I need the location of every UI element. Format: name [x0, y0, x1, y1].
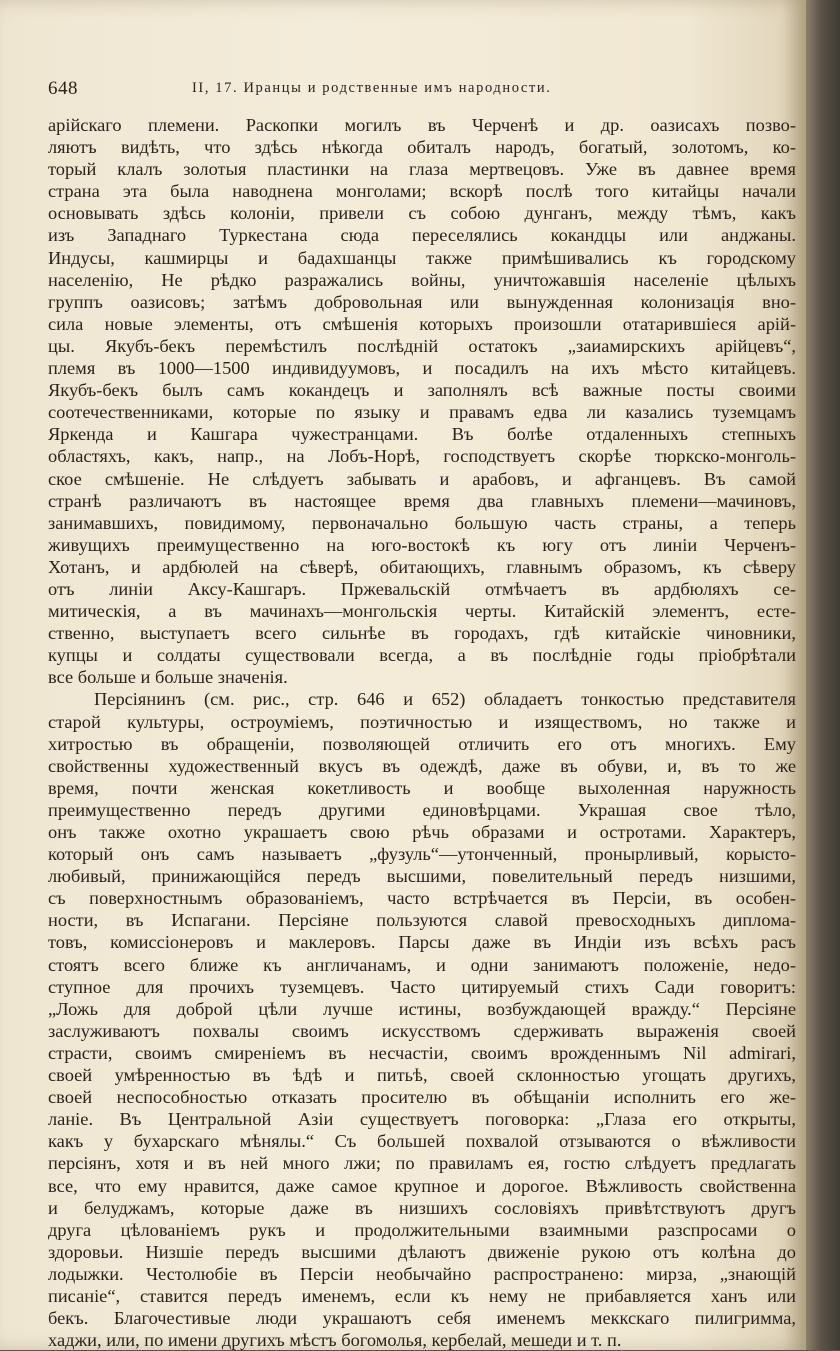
text-line: сила новые элементы, отъ смѣшенія которыхъ произошли отатарившіеся арій- — [48, 313, 796, 334]
text-line: „Ложь для доброй цѣли лучше истины, возбуждающей вражду.“ Персіяне — [48, 998, 796, 1019]
text-line: товъ, комиссіонеровъ и маклеровъ. Парсы даже въ Индіи изъ всѣхъ расъ — [48, 932, 796, 953]
text-line: Якубъ-бекъ былъ самъ кокандецъ и заполнялъ всѣ важные посты своими — [48, 380, 796, 401]
text-line: живущихъ преимущественно на юго-востокѣ къ югу отъ линіи Черченъ- — [48, 534, 796, 555]
text-line: все, что ему нравится, даже самое крупное и дорогое. Вѣжливость свойственна — [48, 1175, 796, 1196]
text-line: какъ у бухарскаго мѣнялы.“ Съ большей похвалой отзываются о вѣжливости — [48, 1131, 796, 1152]
text-line: своей умѣренностью въ ѣдѣ и питьѣ, своей склонностью угощать другихъ, — [48, 1065, 796, 1086]
text-line: арійскаго племени. Раскопки могилъ въ Черченѣ и др. оазисахъ позво- — [48, 115, 796, 135]
text-line: ступное для прочихъ туземцевъ. Часто цитируемый стихъ Сади говоритъ: — [48, 976, 796, 997]
text-line: страна эта была наводнена монголами; вскорѣ послѣ того китайцы начали — [48, 181, 796, 202]
text-line: группъ оазисовъ; затѣмъ добровольная или вынужденная колонизація вно- — [48, 291, 796, 312]
text-line: лодыжки. Честолюбіе въ Персіи необычайно распространено: мирза, „знающій — [48, 1263, 796, 1284]
text-line: и белуджамъ, которые даже въ низшихъ сословіяхъ привѣтствуютъ другъ — [48, 1197, 796, 1218]
text-line: населенію, Не рѣдко разражались войны, уничтожавшія населеніе цѣлыхъ — [48, 269, 796, 290]
text-line: торый клалъ золотыя пластинки на глаза мертвецовъ. Уже въ давнее время — [48, 159, 796, 180]
text-line: отъ линіи Аксу-Кашгаръ. Пржевальскій отмѣчаетъ въ ардбюляхъ се- — [48, 578, 796, 599]
text-line: племя въ 1000—1500 индивидуумовъ, и посадилъ на ихъ мѣсто китайцевъ. — [48, 358, 796, 379]
text-line: старой культуры, остроуміемъ, поэтичностью и изяществомъ, но также и — [48, 711, 796, 732]
page-number: 648 — [48, 78, 78, 99]
running-title: II, 17. Иранцы и родственные имъ народности. — [192, 80, 552, 96]
text-line: персіянъ, хотя и въ ней много лжи; по правиламъ ея, гостю слѣдуетъ предлагать — [48, 1153, 796, 1174]
page-edge — [806, 0, 840, 1350]
text-line: писаніе“, ставится передъ именемъ, если къ нему не прибавляется ханъ или — [48, 1285, 796, 1306]
text-line: свойственны художественный вкусъ въ одеждѣ, даже въ обуви, и, въ то же — [48, 755, 796, 776]
text-line: Персіянинъ (см. рис., стр. 646 и 652) обладаетъ тонкостью представителя — [94, 689, 796, 710]
text-line: хитростью въ обращеніи, позволяющей отличить его отъ многихъ. Ему — [48, 733, 796, 754]
text-line: хаджи, или, по имени другихъ мѣстъ богомолья, кербелай, мешеди и т. п. — [48, 1330, 622, 1351]
text-line: занимавшихъ, повидимому, первоначально большую часть страны, а теперь — [48, 512, 796, 533]
page-header — [48, 74, 796, 104]
text-line: преимущественно передъ другими единовѣрцами. Украшая свое тѣло, — [48, 799, 796, 820]
paragraph — [48, 688, 796, 1351]
text-line: ское смѣшеніе. Не слѣдуетъ забывать и арабовъ, и афганцевъ. Въ самой — [48, 468, 796, 489]
text-line: съ поверхностнымъ образованіемъ, часто встрѣчается въ Персіи, въ особен- — [48, 888, 796, 909]
text-line: странѣ различаютъ въ настоящее время два главныхъ племени—мачиновъ, — [48, 490, 796, 511]
text-line: бекъ. Благочестивые люди украшаютъ себя именемъ меккскаго пилигримма, — [48, 1308, 796, 1329]
text-line: основывать здѣсь колоніи, привели съ собою дунганъ, между тѣмъ, какъ — [48, 203, 796, 224]
text-line: заслуживаютъ похвалы своимъ искусствомъ сдерживать выраженія своей — [48, 1020, 796, 1041]
text-line: своей неспособностью отказать просителю въ обѣщаніи исполнить его же- — [48, 1087, 796, 1108]
text-line: соотечественниками, которые по языку и правамъ едва ли казались туземцамъ — [48, 402, 796, 423]
paragraph — [48, 114, 796, 688]
text-line: ности, въ Испагани. Персіяне пользуются славой превосходныхъ диплома- — [48, 910, 796, 931]
text-line: митическія, а въ мачинахъ—монгольскія черты. Китайскій элементъ, есте- — [48, 601, 796, 622]
text-line: ственно, выступаетъ всего сильнѣе въ городахъ, гдѣ китайскіе чиновники, — [48, 623, 796, 644]
text-line: который онъ самъ называетъ „фузуль“—утонченный, пронырливый, корысто- — [48, 844, 796, 865]
text-line: время, почти женская кокетливость и вообще выхоленная наружность — [48, 777, 796, 798]
body-text — [48, 114, 796, 1351]
text-line: друга цѣлованіемъ рукъ и продолжительными взаимными разспросами о — [48, 1219, 796, 1240]
text-line: Индусы, кашмирцы и бадахшанцы также примѣшивались къ городскому — [48, 247, 796, 268]
text-line: здоровьи. Низшіе передъ высшими дѣлаютъ движеніе рукою отъ колѣна до — [48, 1241, 796, 1262]
text-line: все больше и больше значенія. — [48, 667, 288, 688]
text-line: онъ также охотно украшаетъ свою рѣчь образами и остротами. Характеръ, — [48, 822, 796, 842]
text-line: купцы и солдаты существовали всегда, а въ послѣдніе годы пріобрѣтали — [48, 645, 796, 666]
text-line: Яркенда и Кашгара чужестранцами. Въ болѣе отдаленныхъ степныхъ — [48, 424, 796, 445]
text-line: стоятъ всего ближе къ англичанамъ, и одни занимаютъ положеніе, недо- — [48, 954, 796, 975]
text-line: изъ Западнаго Туркестана сюда переселялись кокандцы или анджаны. — [48, 225, 796, 246]
text-line: любивый, принижающійся передъ высшими, повелительный передъ низшими, — [48, 866, 796, 887]
text-line: ланіе. Въ Центральной Азіи существуетъ поговорка: „Глаза его открыты, — [48, 1109, 796, 1130]
text-line: цы. Якубъ-бекъ перемѣстилъ послѣдній остатокъ „заиамирскихъ арійцевъ“, — [48, 335, 796, 356]
text-line: областяхъ, какъ, напр., на Лобъ-Норѣ, господствуетъ скорѣе тюркско-монголь- — [48, 446, 796, 467]
text-line: ляютъ видѣть, что здѣсь нѣкогда обиталъ народъ, богатый, золотомъ, ко- — [48, 137, 796, 158]
text-line: страсти, своимъ смиреніемъ въ несчастіи, своимъ врожденнымъ Nil admirari, — [48, 1042, 796, 1063]
text-line: Хотанъ, и ардбюлей на сѣверѣ, обитающихъ, главнымъ образомъ, къ сѣверу — [48, 556, 796, 577]
